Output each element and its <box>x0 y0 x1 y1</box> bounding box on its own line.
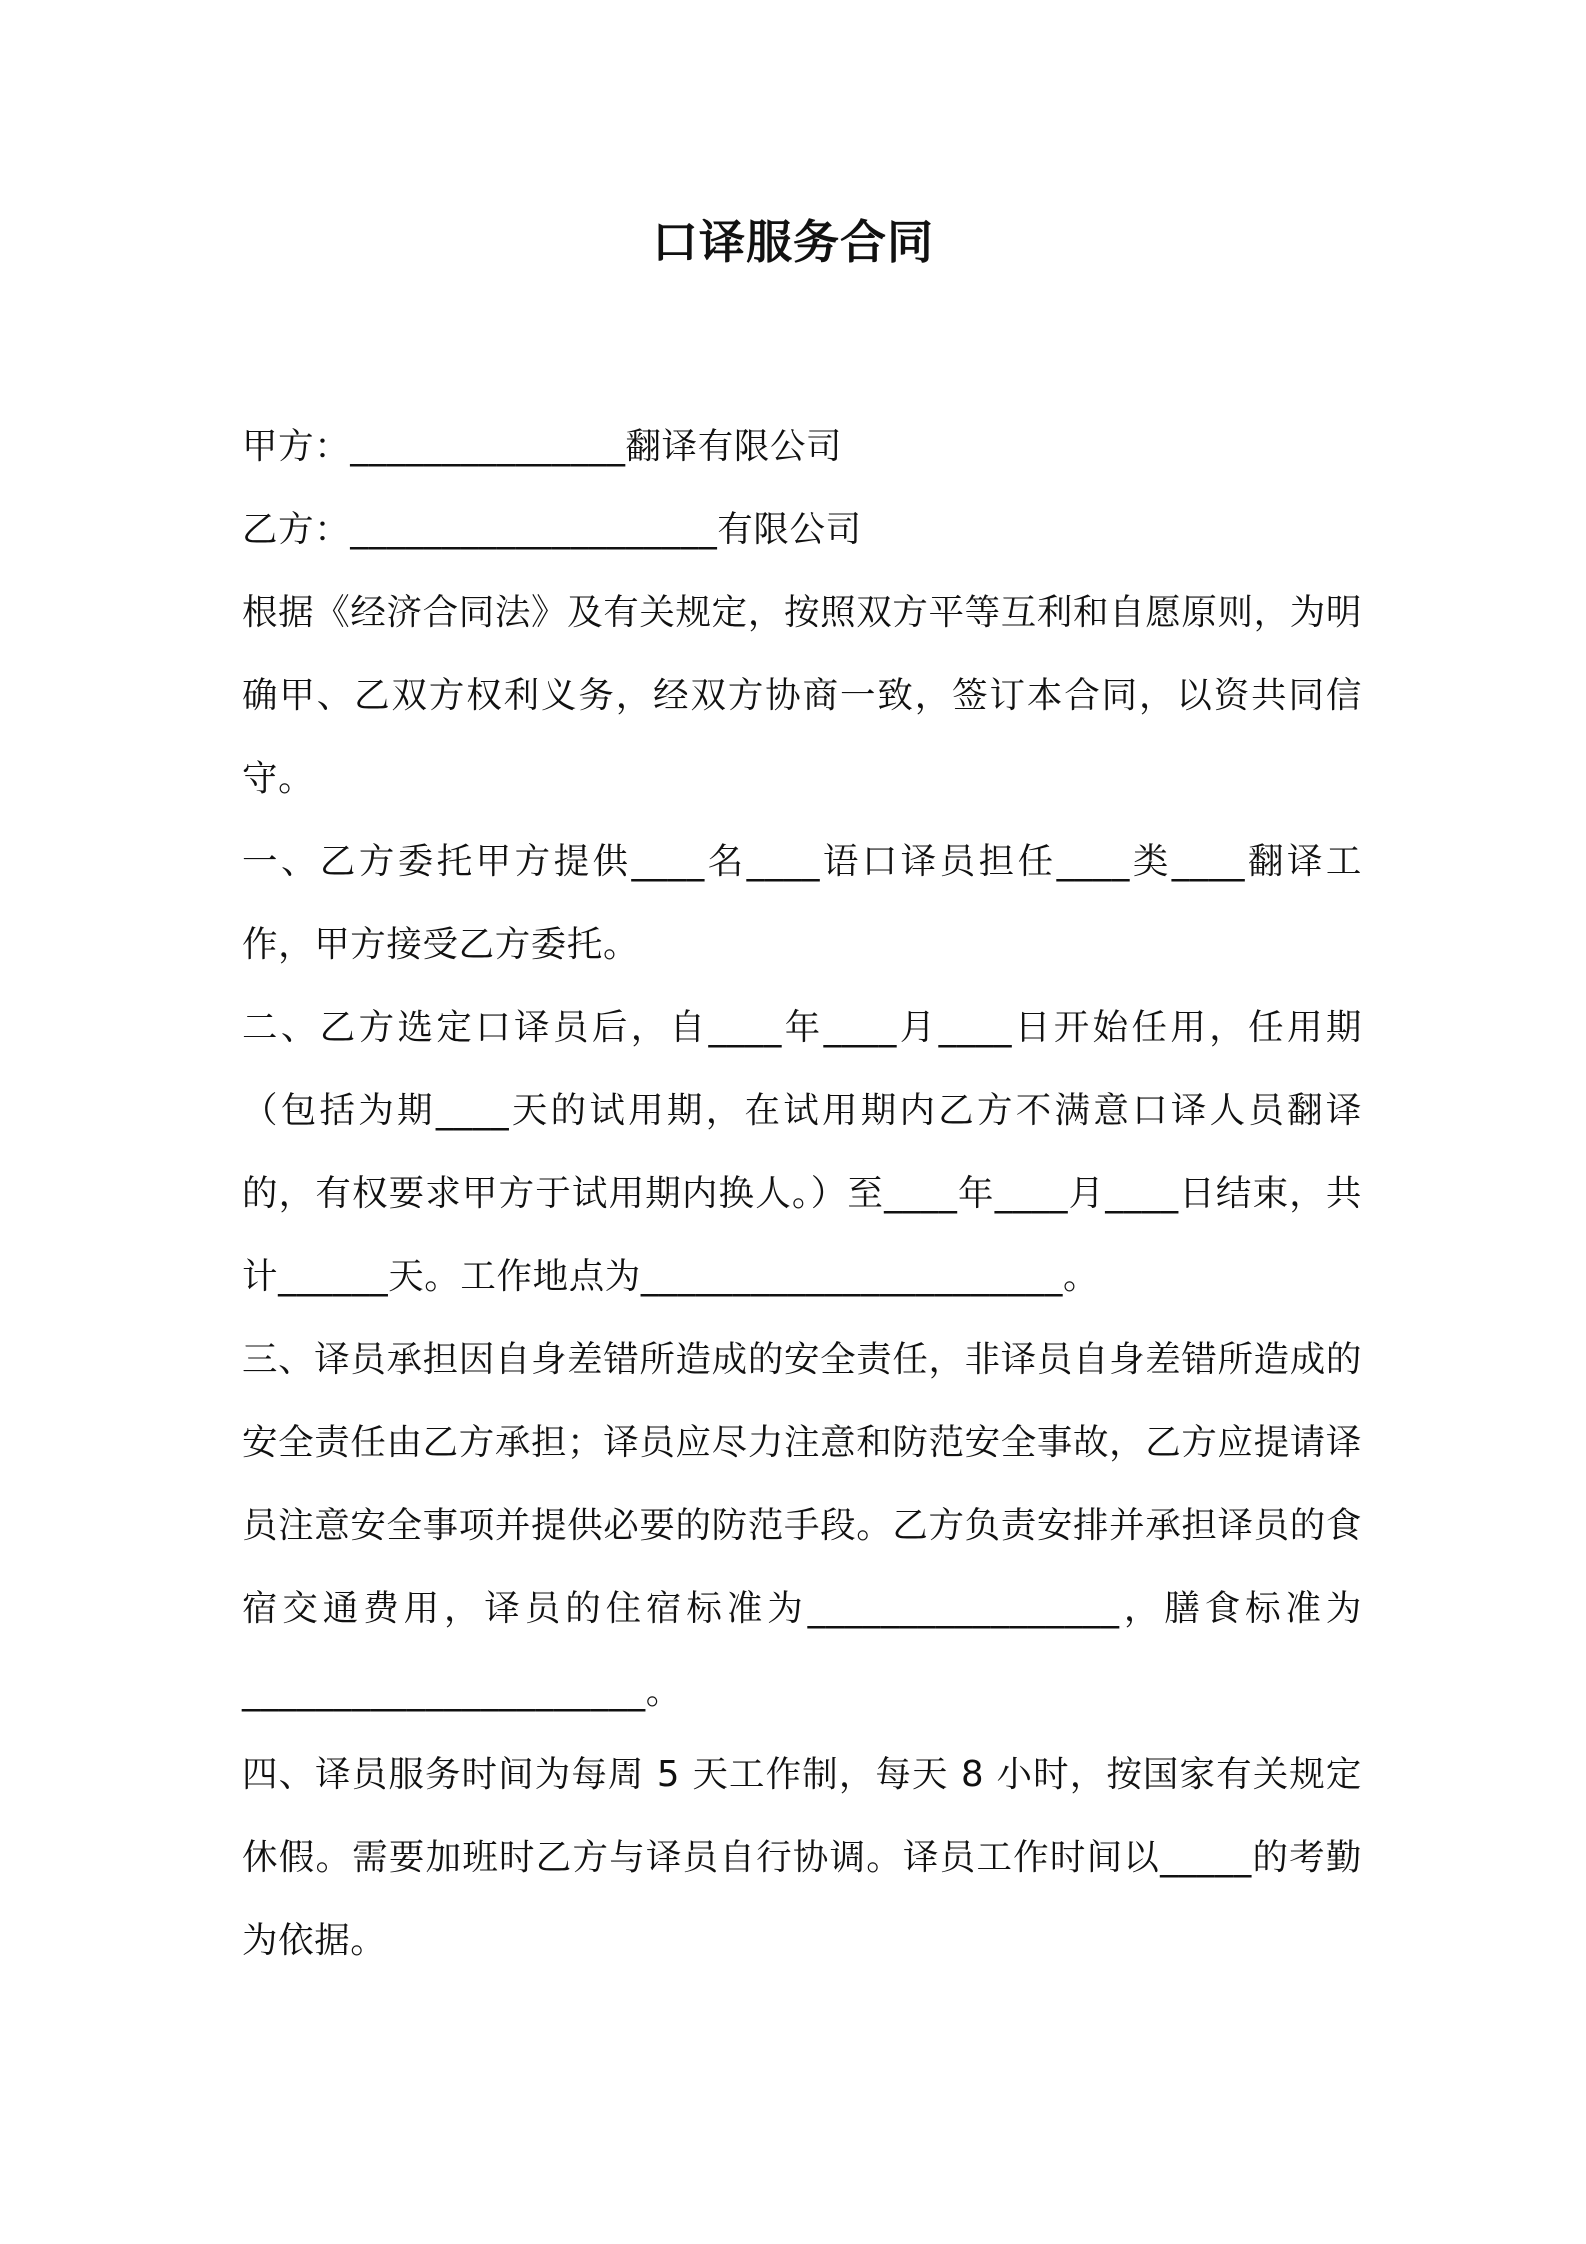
clause-4-paragraph: 四、译员服务时间为每周 5 天工作制，每天 8 小时，按国家有关规定休假。需要加班时乙方与译员自行协调。译员工作时间以_____的考勤为依据。 <box>242 1754 1362 1961</box>
party-a-line: 甲方：_______________翻译有限公司 <box>242 426 843 467</box>
preamble-paragraph: 根据《经济合同法》及有关规定，按照双方平等互利和自愿原则，为明确甲、乙双方权利义务，经双方协商一致，签订本合同，以资共同信守。 <box>242 592 1362 799</box>
clause-2-paragraph: 二、乙方选定口译员后，自____年____月____日开始任用，任用期（包括为期____天的试用期，在试用期内乙方不满意口译人员翻译的，有权要求甲方于试用期内换人。）至____年____月____日结束，共计______天。工作地点为_______________________。 <box>242 1007 1362 1297</box>
document-title: 口译服务合同 <box>652 215 934 269</box>
contract-body <box>242 405 1362 1982</box>
clause-1-paragraph: 一、乙方委托甲方提供____名____语口译员担任____类____翻译工作，甲方接受乙方委托。 <box>242 841 1362 965</box>
clause-3-paragraph: 三、译员承担因自身差错所造成的安全责任，非译员自身差错所造成的安全责任由乙方承担；译员应尽力注意和防范安全事故，乙方应提请译员注意安全事项并提供必要的防范手段。乙方负责安排并承担译员的食宿交通费用，译员的住宿标准为_________________，膳食标准为______________________。 <box>242 1339 1362 1712</box>
party-b-line: 乙方：____________________有限公司 <box>242 509 862 550</box>
